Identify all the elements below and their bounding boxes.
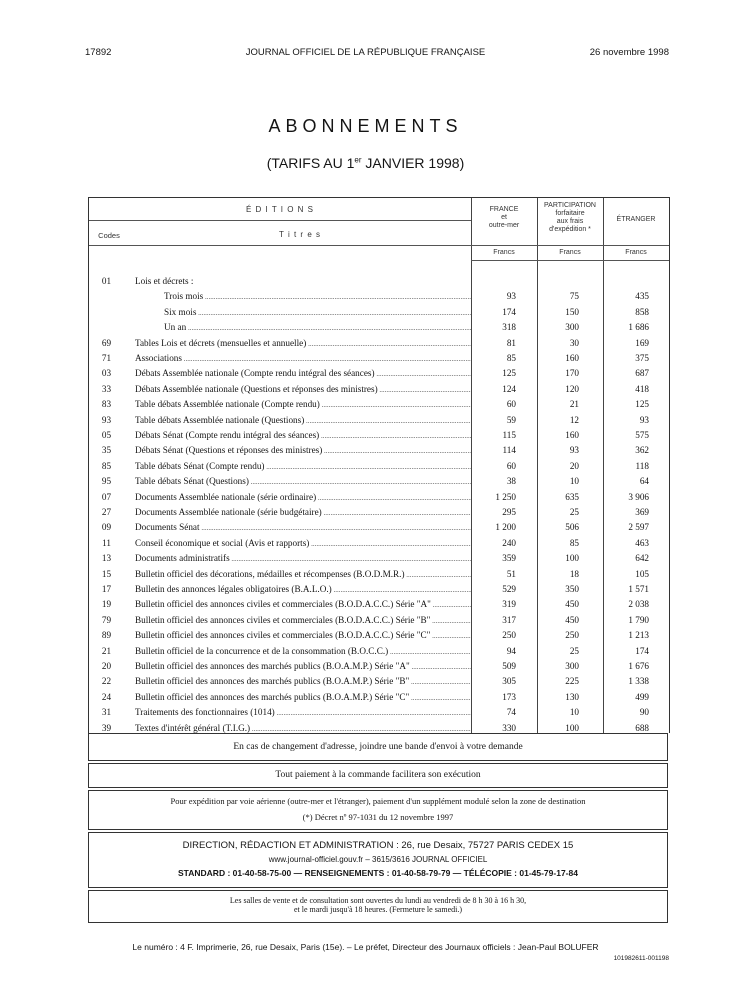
row-code: 13 (101, 553, 112, 564)
website: www.journal-officiel.gouv.fr – 3615/3616 JOURNAL OFFICIEL (268, 855, 488, 864)
row-price-france: 359 (502, 553, 516, 564)
france-unit: Francs (493, 249, 515, 256)
row-title: Débats Sénat (Compte rendu intégral des séances) ..... (135, 430, 471, 440)
table-row (89, 644, 669, 659)
table-row (89, 613, 669, 628)
row-price-etranger: 687 (635, 368, 649, 379)
row-price-etranger: 362 (635, 445, 649, 456)
row-code: 27 (101, 507, 112, 517)
row-title: Bulletin officiel des annonces civiles et commerciales (B.O.D.A.C.C.) Série "C" ..... (135, 630, 471, 640)
row-title: Bulletin officiel des annonces des marchés publics (B.O.A.M.P.) Série "B" ..... (135, 676, 471, 686)
row-price-etranger: 375 (635, 353, 649, 363)
column-header-line: FRANCE (489, 206, 519, 213)
row-price-etranger: 463 (635, 537, 649, 548)
row-title: Traitements des fonctionnaires (1014) ..... (135, 707, 471, 717)
row-code: 03 (101, 368, 112, 379)
row-price-etranger: 105 (635, 568, 649, 579)
row-price-participation: 25 (569, 507, 579, 517)
row-price-france: 1 200 (495, 522, 516, 533)
airmail-text: Pour expédition par voie aérienne (outre-mer et l'étranger), paiement d'un supplément modulé selon la zone de destination (170, 796, 586, 806)
row-price-participation: 300 (565, 661, 579, 671)
codes-header: Codes (98, 231, 120, 240)
row-price-etranger: 688 (635, 722, 649, 733)
row-price-france: 114 (502, 445, 516, 456)
footer-code: 101982611-001198 (613, 955, 669, 962)
table-row (89, 520, 669, 535)
row-price-participation: 10 (569, 476, 579, 487)
row-price-participation: 506 (565, 522, 579, 533)
row-code: 07 (101, 491, 112, 502)
row-price-participation: 75 (569, 291, 579, 302)
row-price-france: 173 (502, 691, 516, 702)
row-price-etranger: 1 790 (628, 614, 649, 625)
row-title: Table débats Sénat (Compte rendu) ..... (135, 461, 471, 471)
row-price-participation: 120 (565, 383, 579, 394)
row-price-participation: 100 (565, 722, 579, 733)
row-code: 69 (101, 337, 112, 348)
row-price-etranger: 125 (635, 399, 649, 410)
row-code: 01 (101, 276, 112, 286)
row-title: Bulletin officiel des annonces civiles et commerciales (B.O.D.A.C.C.) Série "A" ..... (135, 599, 471, 609)
row-title: Débats Assemblée nationale (Compte rendu intégral des séances) ..... (135, 368, 471, 378)
row-price-participation: 30 (569, 337, 579, 348)
row-price-etranger: 169 (635, 337, 649, 348)
row-price-participation: 300 (565, 322, 579, 333)
table-row (89, 690, 669, 705)
row-price-france: 529 (502, 584, 516, 594)
row-title: Table débats Sénat (Questions) ..... (135, 476, 471, 486)
row-code: 24 (101, 691, 112, 702)
row-title: Documents administratifs ..... (135, 553, 471, 563)
table-row (89, 536, 669, 551)
row-code: 22 (101, 676, 112, 687)
row-price-etranger: 90 (639, 707, 649, 718)
row-price-participation: 150 (565, 306, 579, 317)
row-title: Un an ..... (164, 322, 471, 332)
row-price-participation: 350 (565, 584, 579, 594)
row-price-france: 305 (502, 676, 516, 687)
row-title: Tables Lois et décrets (mensuelles et annuelle) ..... (135, 338, 471, 348)
column-header-line: d'expédition * (549, 226, 591, 233)
payment-notice: Tout paiement à la commande facilitera son exécution (88, 763, 668, 788)
row-code: 39 (101, 722, 112, 733)
row-price-etranger: 2 597 (628, 522, 649, 533)
row-price-france: 38 (506, 476, 516, 487)
table-row (89, 628, 669, 643)
table-row (89, 413, 669, 428)
table-row (89, 505, 669, 520)
row-code: 09 (101, 522, 112, 533)
footer-imprint: Le numéro : 4 F. Imprimerie, 26, rue Desaix, Paris (15e). – Le préfet, Directeur des Journaux officiels : Jean-Paul BOLUFER (132, 942, 599, 952)
row-title: Bulletin des annonces légales obligatoires (B.A.L.O.) ..... (135, 584, 471, 594)
row-price-participation: 225 (565, 676, 579, 687)
airmail-notice (88, 790, 668, 830)
row-title: Textes d'intérêt général (T.I.G.) ..... (135, 723, 471, 733)
row-price-participation: 160 (565, 353, 579, 363)
row-price-france: 60 (506, 399, 516, 410)
row-price-etranger: 499 (635, 691, 649, 702)
row-price-etranger: 1 676 (628, 661, 649, 671)
row-price-participation: 635 (565, 491, 579, 502)
row-price-france: 60 (506, 460, 516, 471)
row-price-france: 295 (502, 507, 516, 517)
row-title: Documents Assemblée nationale (série ordinaire) ..... (135, 492, 471, 502)
row-title: Associations ..... (135, 353, 471, 363)
contact-block (88, 832, 668, 888)
row-code: 71 (101, 353, 112, 363)
row-price-france: 250 (502, 630, 516, 641)
row-title: Lois et décrets : (135, 276, 194, 286)
page-number: 17892 (85, 47, 112, 58)
table-row (89, 274, 669, 289)
row-code: 35 (101, 445, 112, 456)
tariffs-table (88, 197, 670, 733)
row-code: 05 (101, 430, 112, 440)
row-price-etranger: 1 571 (628, 584, 649, 594)
column-header-line: PARTICIPATION (544, 202, 596, 209)
row-price-france: 240 (502, 537, 516, 548)
phone-numbers: STANDARD : 01-40-58-75-00 — RENSEIGNEMENTS : 01-40-58-79-79 — TÉLÉCOPIE : 01-45-79-17-84 (178, 868, 578, 878)
row-price-participation: 160 (565, 430, 579, 440)
row-price-france: 51 (506, 568, 516, 579)
row-code: 11 (102, 537, 111, 548)
row-code: 20 (101, 661, 112, 671)
row-price-etranger: 1 686 (628, 322, 649, 333)
table-row (89, 474, 669, 489)
row-price-etranger: 118 (635, 460, 649, 471)
row-code: 83 (101, 399, 112, 410)
row-price-etranger: 1 338 (628, 676, 649, 687)
table-row (89, 305, 669, 320)
row-price-etranger: 642 (635, 553, 649, 564)
table-row (89, 443, 669, 458)
row-title: Documents Sénat ..... (135, 522, 471, 532)
column-header-line: ÉTRANGER (616, 216, 656, 223)
row-title: Bulletin officiel des annonces des marchés publics (B.O.A.M.P.) Série "C" ..... (135, 692, 471, 702)
row-price-etranger: 174 (635, 645, 649, 656)
row-title: Bulletin officiel de la concurrence et de la consommation (B.O.C.C.) ..... (135, 646, 471, 656)
row-code: 17 (101, 584, 112, 594)
row-price-etranger: 435 (635, 291, 649, 302)
column-header-line: outre-mer (488, 222, 520, 229)
row-price-etranger: 93 (639, 414, 649, 425)
row-code: 79 (101, 614, 112, 625)
page-subtitle: (TARIFS AU 1er JANVIER 1998) (266, 155, 465, 171)
row-price-etranger: 858 (635, 306, 649, 317)
row-title: Conseil économique et social (Avis et rapports) ..... (135, 538, 471, 548)
row-price-etranger: 418 (635, 383, 649, 394)
hours-line-1: Les salles de vente et de consultation sont ouvertes du lundi au vendredi de 8 h 30 à 16 h 30, (229, 896, 527, 905)
table-row (89, 582, 669, 597)
decree-text: (*) Décret nº 97-1031 du 12 novembre 1997 (302, 812, 454, 822)
direction-address: DIRECTION, RÉDACTION ET ADMINISTRATION : 26, rue Desaix, 75727 PARIS CEDEX 15 (182, 840, 574, 851)
row-code: 15 (101, 568, 112, 579)
journal-title: JOURNAL OFFICIEL DE LA RÉPUBLIQUE FRANÇAISE (245, 47, 486, 58)
row-price-participation: 85 (569, 537, 579, 548)
row-price-participation: 450 (565, 614, 579, 625)
table-row (89, 351, 669, 366)
row-title: Six mois ..... (164, 307, 471, 317)
table-row (89, 705, 669, 720)
row-title: Table débats Assemblée nationale (Compte rendu) ..... (135, 399, 471, 409)
row-code: 89 (101, 630, 112, 641)
table-row (89, 382, 669, 397)
table-row (89, 659, 669, 674)
titres-header: T i t r e s (279, 230, 321, 239)
row-price-etranger: 1 213 (628, 630, 649, 641)
row-price-participation: 170 (565, 368, 579, 379)
row-price-france: 124 (502, 383, 516, 394)
table-row (89, 366, 669, 381)
row-price-france: 1 250 (495, 491, 516, 502)
table-row (89, 567, 669, 582)
participation-column-header (537, 202, 603, 234)
row-price-participation: 10 (569, 707, 579, 718)
row-price-etranger: 369 (635, 507, 649, 517)
row-price-france: 85 (506, 353, 516, 363)
row-price-participation: 18 (569, 568, 579, 579)
row-code: 85 (101, 460, 112, 471)
etranger-unit: Francs (625, 249, 647, 256)
row-price-participation: 20 (569, 460, 579, 471)
etranger-column-header (603, 216, 669, 224)
row-price-france: 509 (502, 661, 516, 671)
row-price-france: 174 (502, 306, 516, 317)
editions-header: É D I T I O N S (245, 205, 315, 214)
row-price-france: 59 (506, 414, 516, 425)
row-title: Table débats Assemblée nationale (Questions) ..... (135, 415, 471, 425)
row-price-france: 330 (502, 722, 516, 733)
row-title: Débats Sénat (Questions et réponses des ministres) ..... (135, 445, 471, 455)
row-price-etranger: 3 906 (628, 491, 649, 502)
row-price-france: 74 (506, 707, 516, 718)
table-row (89, 674, 669, 689)
row-code: 33 (101, 383, 112, 394)
row-price-participation: 93 (569, 445, 579, 456)
row-title: Bulletin officiel des annonces des marchés publics (B.O.A.M.P.) Série "A" ..... (135, 661, 471, 671)
row-price-participation: 25 (569, 645, 579, 656)
row-code: 21 (101, 645, 112, 656)
row-price-etranger: 64 (639, 476, 649, 487)
table-row (89, 320, 669, 335)
row-title: Documents Assemblée nationale (série budgétaire) ..... (135, 507, 471, 517)
participation-unit: Francs (559, 249, 581, 256)
row-title: Bulletin officiel des décorations, médailles et récompenses (B.O.D.M.R.) ..... (135, 569, 471, 579)
row-code: 31 (101, 707, 112, 718)
column-header-line: forfaitaire (555, 210, 585, 217)
row-price-france: 318 (502, 322, 516, 333)
table-row (89, 336, 669, 351)
row-title: Trois mois ..... (164, 291, 471, 301)
row-code: 95 (101, 476, 112, 487)
table-row (89, 551, 669, 566)
change-address-notice: En cas de changement d'adresse, joindre une bande d'envoi à votre demande (88, 733, 668, 761)
column-header-line: et (501, 214, 507, 221)
row-price-france: 93 (506, 291, 516, 302)
row-price-participation: 21 (569, 399, 579, 410)
opening-hours (88, 890, 668, 923)
row-title: Débats Assemblée nationale (Questions et réponses des ministres) ..... (135, 384, 471, 394)
table-row (89, 597, 669, 612)
row-code: 19 (101, 599, 112, 610)
france-column-header (471, 206, 537, 230)
page-title: ABONNEMENTS (268, 116, 463, 136)
row-price-france: 94 (506, 645, 516, 656)
row-title: Bulletin officiel des annonces civiles et commerciales (B.O.D.A.C.C.) Série "B" ..... (135, 615, 471, 625)
row-price-france: 125 (502, 368, 516, 379)
row-price-france: 115 (502, 430, 516, 440)
row-price-etranger: 575 (635, 430, 649, 440)
row-price-participation: 250 (565, 630, 579, 641)
row-price-participation: 130 (565, 691, 579, 702)
hours-line-2: et le mardi jusqu'à 18 heures. (Fermeture le samedi.) (293, 905, 463, 914)
row-price-france: 81 (506, 337, 516, 348)
row-price-etranger: 2 038 (628, 599, 649, 610)
row-price-france: 319 (502, 599, 516, 610)
table-row (89, 289, 669, 304)
column-header-line: aux frais (556, 218, 584, 225)
row-code: 93 (101, 414, 112, 425)
table-row (89, 490, 669, 505)
issue-date: 26 novembre 1998 (589, 47, 669, 58)
row-price-participation: 450 (565, 599, 579, 610)
table-row (89, 397, 669, 412)
table-row (89, 459, 669, 474)
row-price-france: 317 (502, 614, 516, 625)
table-row (89, 428, 669, 443)
row-price-participation: 100 (565, 553, 579, 564)
row-price-participation: 12 (569, 414, 579, 425)
